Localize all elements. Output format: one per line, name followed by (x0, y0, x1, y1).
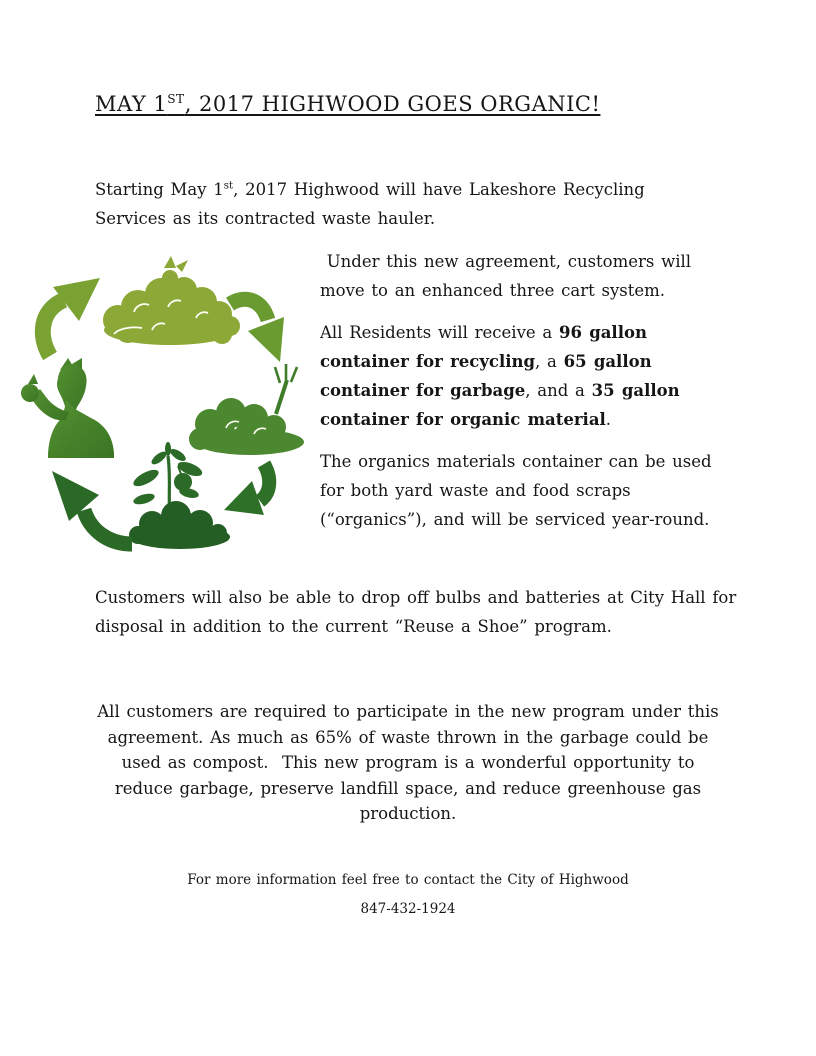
page-title: MAY 1ST, 2017 HIGHWOOD GOES ORGANIC! (95, 92, 601, 116)
person-eating-icon (21, 358, 114, 458)
bulbs-batteries-paragraph: Customers will also be able to drop off bulbs and batteries at City Hall for disposal in addition to the current “Reuse a Shoe” program. (95, 588, 737, 636)
organics-paragraph: The organics materials container can be used for both yard waste and food scraps (“organics”), and will be serviced year-round. (320, 452, 712, 529)
recycle-arrow-top-left-icon (43, 278, 100, 356)
phone-number: 847-432-1924 (360, 901, 456, 917)
recycle-arrow-bottom-right-icon (224, 464, 269, 515)
recycle-arrow-bottom-left-icon (52, 471, 132, 544)
agreement-paragraph: Under this new agreement, customers will move to an enhanced three cart system. (320, 252, 692, 300)
contact-line: For more information feel free to contact the City of Highwood (187, 872, 629, 888)
food-scraps-icon (189, 398, 304, 455)
intro-paragraph: Starting May 1st, 2017 Highwood will have Lakeshore Recycling Services as its contracted waste hauler. (95, 180, 645, 228)
right-text-column (320, 247, 722, 547)
summary-paragraph: All customers are required to participate in the new program under this agreement. As much as 65% of waste thrown in the garbage could be used as compost. This new program is a wonderful opportunity to reduce garbage, preserve landfill space, and reduce greenhouse gas production. (97, 702, 719, 823)
containers-paragraph: All Residents will receive a 96 gallon container for recycling, a 65 gallon container for garbage, and a 35 gallon container for organic material. (320, 323, 680, 429)
compost-mound-icon (129, 501, 230, 549)
compost-cycle-illustration (18, 252, 313, 562)
fork-icon (275, 364, 297, 414)
compost-pile-icon (103, 256, 240, 345)
